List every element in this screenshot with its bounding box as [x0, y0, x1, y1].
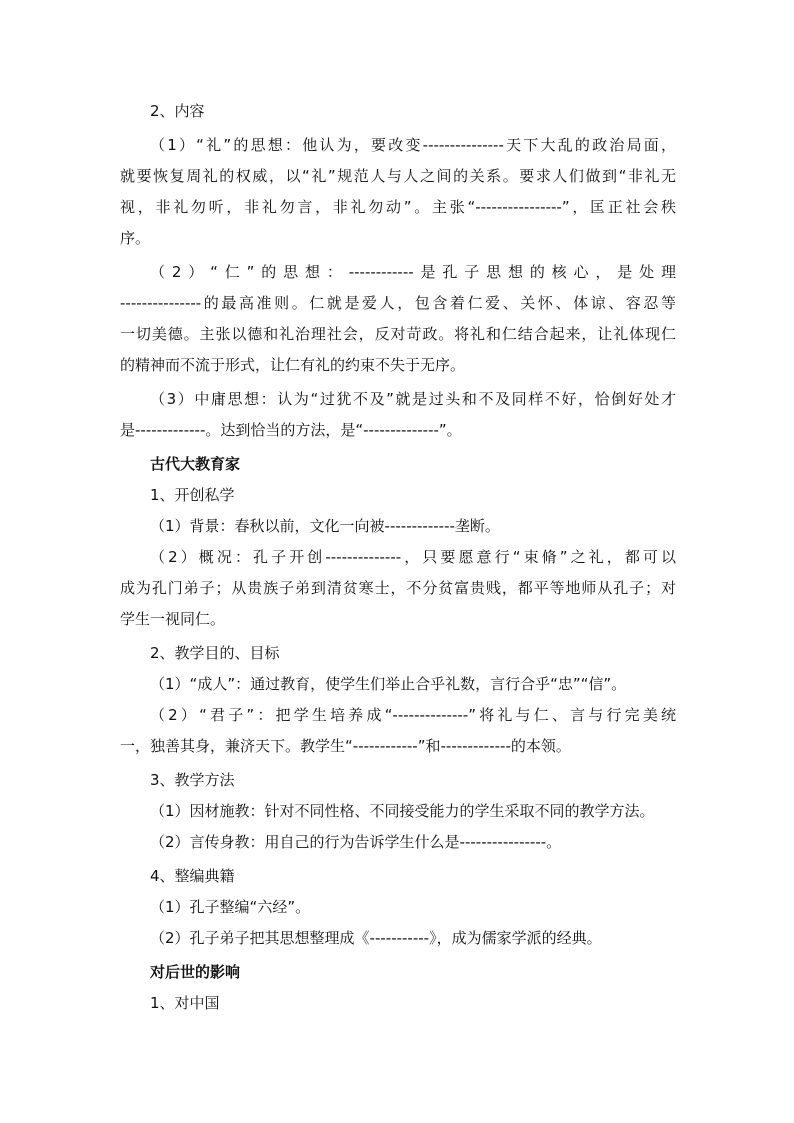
paragraph-six-classics: （1）孔子整编“六经”。: [150, 898, 311, 916]
paragraph-junzi-line-2: 一，独善其身，兼济天下。教学生“------------”和-------------的本领。: [120, 737, 571, 755]
paragraph-overview-line-2: 成为孔门弟子；从贵族子弟到清贫寒士，不分贫富贵贱，都平等地师从孔子；对: [120, 579, 676, 597]
section-heading-content: 2、内容: [150, 102, 205, 120]
paragraph-ren-line-4: 的精神而不流于形式，让仁有礼的约束不失于无序。: [120, 356, 466, 374]
subheading-teaching-goals: 2、教学目的、目标: [150, 644, 280, 662]
subheading-teaching-methods: 3、教学方法: [150, 771, 235, 789]
paragraph-ren-line-1: （2）“仁”的思想：------------是孔子思想的核心，是处理: [150, 263, 676, 281]
paragraph-yanchuan-shenjiao: （2）言传身教：用自己的行为告诉学生什么是----------------。: [150, 833, 562, 851]
paragraph-background: （1）背景：春秋以前，文化一向被-------------垄断。: [150, 517, 500, 535]
paragraph-zhongyong-line-1: （3）中庸思想：认为“过犹不及”就是过头和不及同样不好，恰倒好处才: [150, 390, 676, 408]
paragraph-zhongyong-line-2: 是-------------。达到恰当的方法，是“--------------”。: [120, 421, 462, 439]
paragraph-overview-line-3: 学生一视同仁。: [120, 610, 226, 628]
paragraph-ren-line-3: 一切美德。主张以德和礼治理社会，反对苛政。将礼和仁结合起来，让礼体现仁: [120, 325, 676, 343]
paragraph-disciples: （2）孔子弟子把其思想整理成《-----------》，成为儒家学派的经典。: [150, 929, 602, 947]
section-title-educator: 古代大教育家: [150, 455, 241, 473]
paragraph-overview-line-1: （2）概况：孔子开创--------------，只要愿意行“束脩”之礼，都可以: [150, 548, 676, 566]
paragraph-li-line-1: （1）“礼”的思想：他认为，要改变---------------天下大乱的政治局面，: [150, 136, 676, 154]
paragraph-li-line-2: 就要恢复周礼的权威，以“礼”规范人与人之间的关系。要求人们做到“非礼无: [120, 167, 676, 185]
subheading-classics: 4、整编典籍: [150, 867, 235, 885]
paragraph-chengren: （1）“成人”：通过教育，使学生们举止合乎礼数，言行合乎“忠”“信”。: [150, 675, 627, 693]
paragraph-yincai-shijiao: （1）因材施教：针对不同性格、不同接受能力的学生采取不同的教学方法。: [150, 802, 655, 820]
document-body: [120, 96, 676, 1019]
section-title-influence: 对后世的影响: [150, 963, 241, 981]
subheading-china: 1、对中国: [150, 994, 220, 1012]
paragraph-li-line-3: 视，非礼勿听，非礼勿言，非礼勿动”。主张“----------------”，匡正社会秩: [120, 198, 676, 216]
paragraph-ren-line-2: ---------------的最高准则。仁就是爱人，包含着仁爱、关怀、体谅、容忍等: [120, 294, 676, 312]
paragraph-li-line-4: 序。: [120, 229, 151, 247]
paragraph-junzi-line-1: （2）“君子”：把学生培养成“--------------”将礼与仁、言与行完美统: [150, 706, 676, 724]
subheading-private-school: 1、开创私学: [150, 486, 235, 504]
